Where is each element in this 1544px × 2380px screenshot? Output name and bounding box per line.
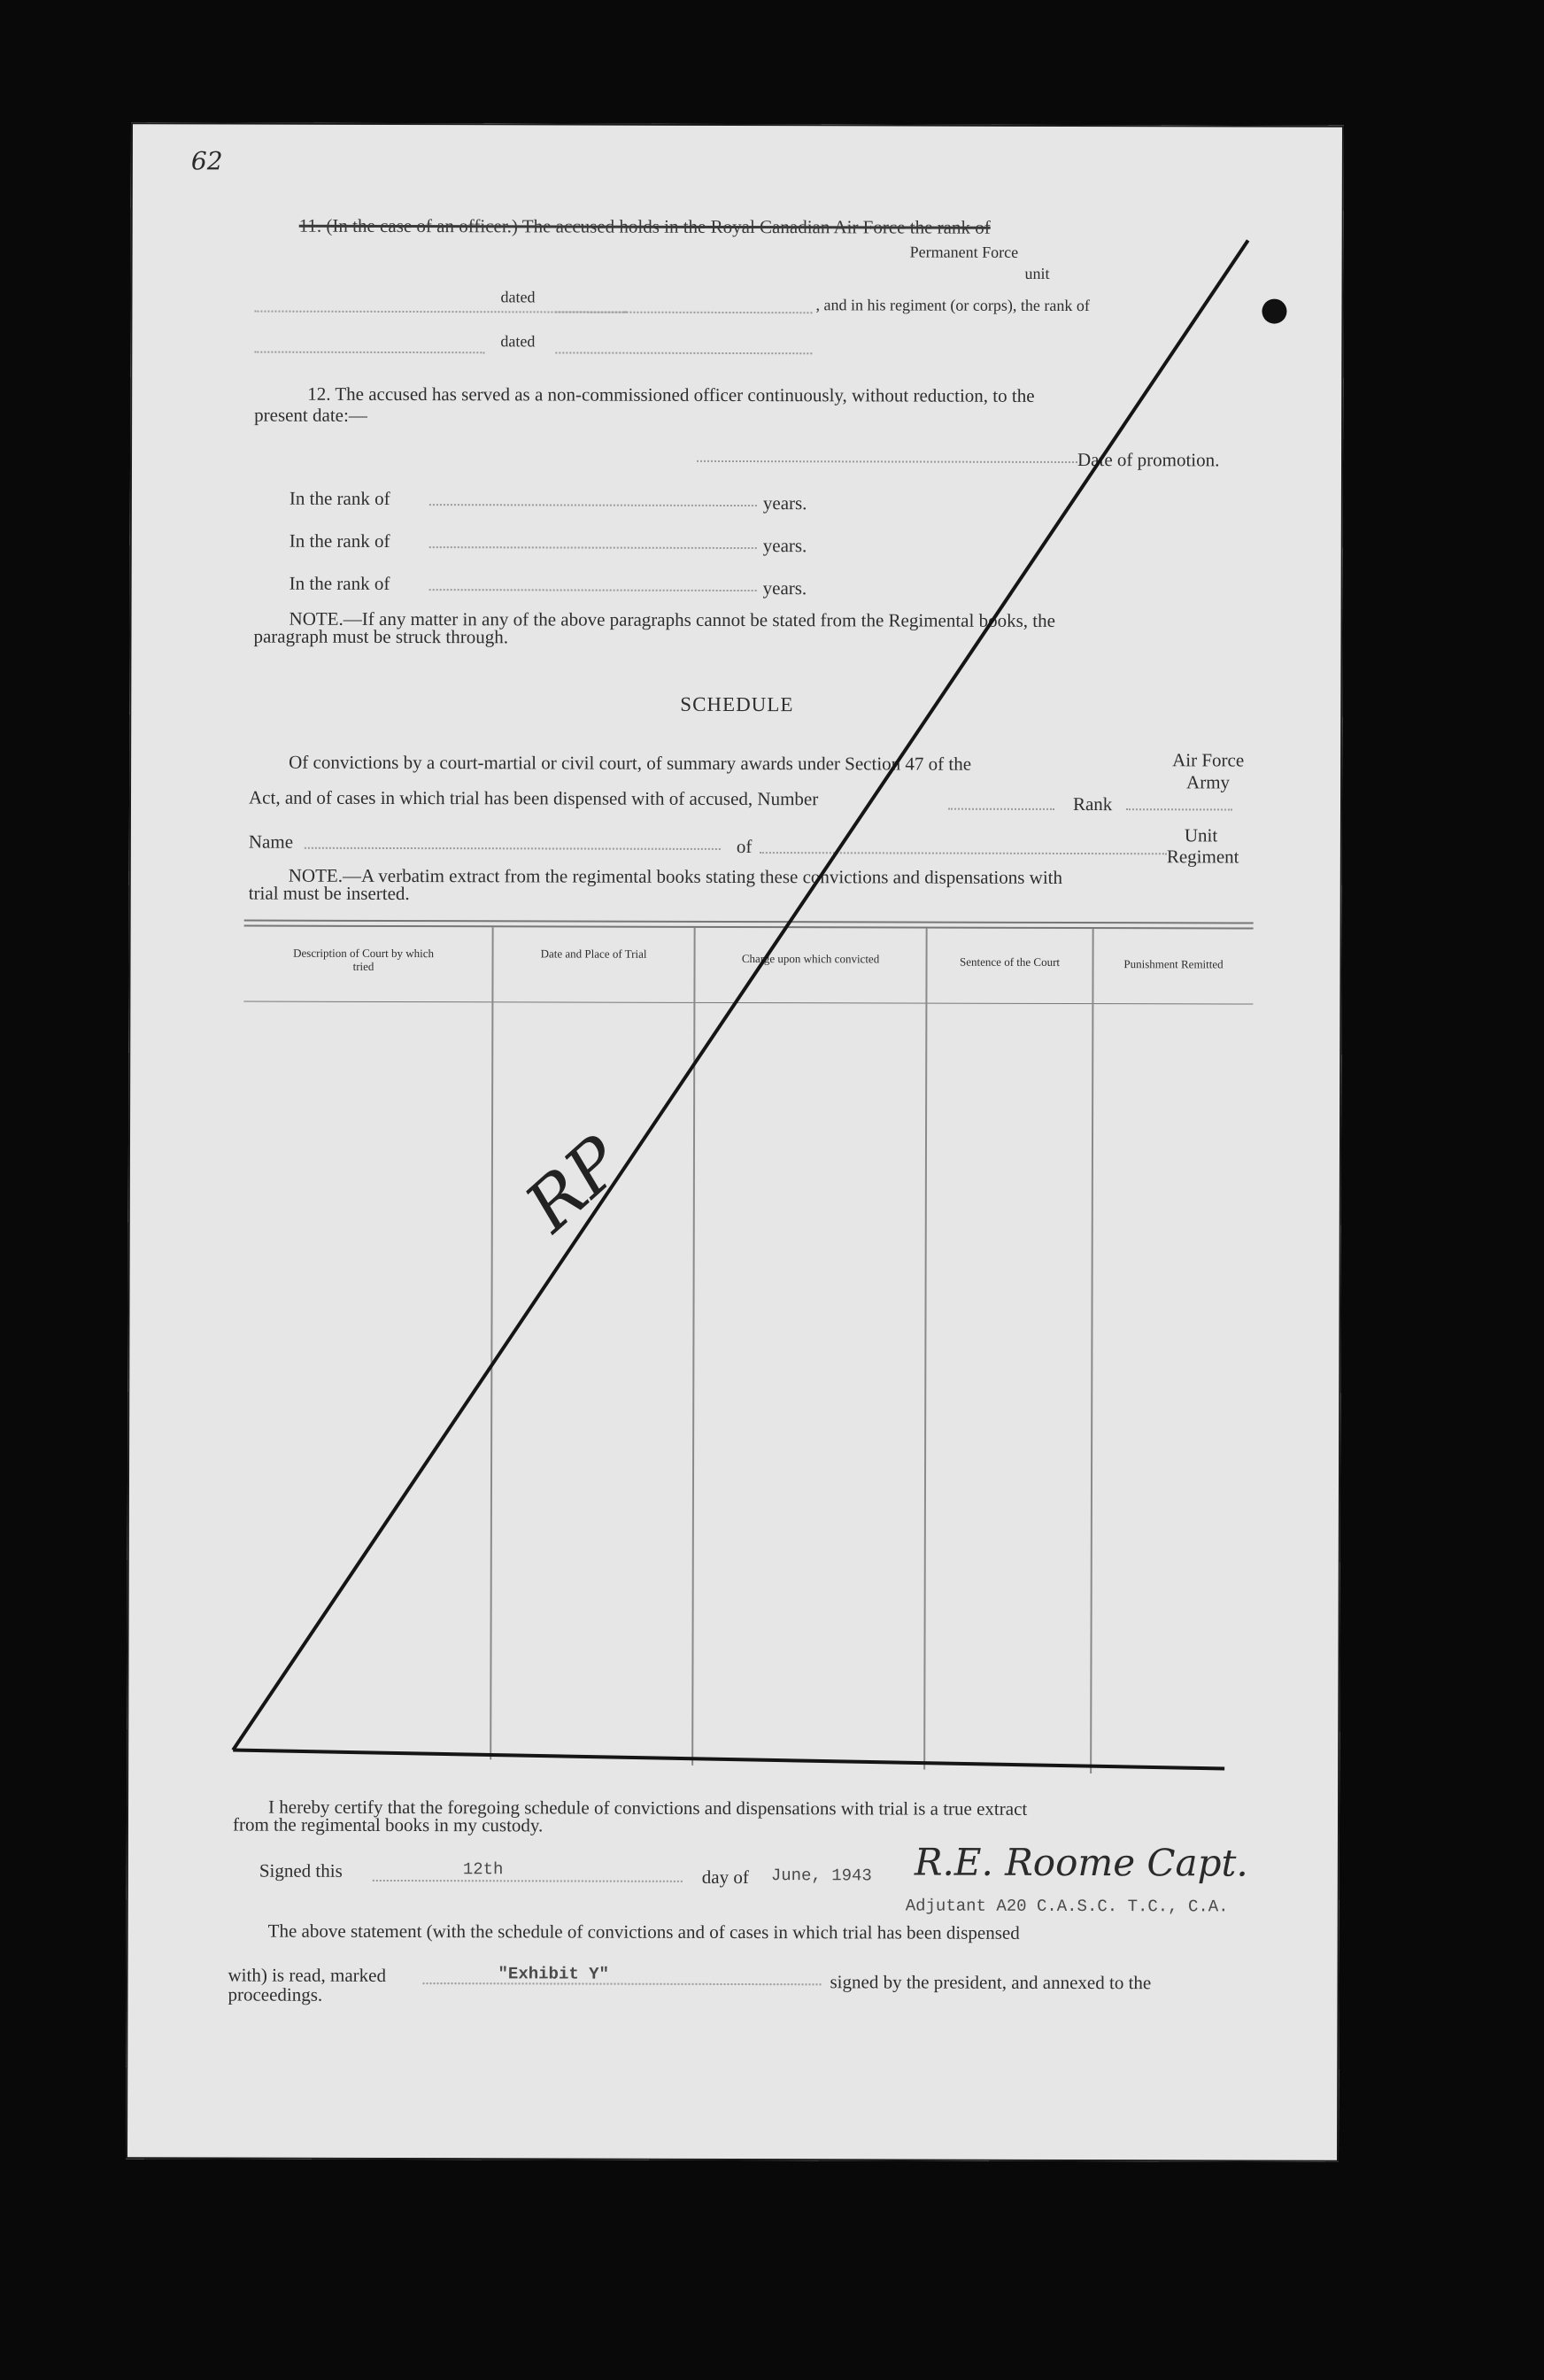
rank-row-2-label: In the rank of — [289, 529, 390, 552]
schedule-air-force: Air Force — [1172, 749, 1245, 771]
schedule-line2: Act, and of cases in which trial has been dispensed with of accused, Number — [248, 786, 819, 810]
diagonal-cancel-line — [233, 238, 1247, 1753]
schedule-army: Army — [1186, 771, 1231, 793]
month-value: June, 1943 — [770, 1866, 872, 1886]
statement-with: with) is read, marked — [228, 1964, 387, 1986]
schedule-note-line1: NOTE.—A verbatim extract from the regimental books stating these convictions and dispensations with — [288, 864, 1063, 888]
table-header-sentence: Sentence of the Court — [960, 954, 1061, 969]
schedule-note-line2: trial must be inserted. — [248, 882, 410, 905]
table-header-charge: Charge upon which convicted — [741, 952, 880, 966]
signer-title: Adjutant A20 C.A.S.C. T.C., C.A. — [905, 1896, 1229, 1917]
day-of-label: day of — [701, 1866, 749, 1889]
schedule-of-label: of — [736, 836, 753, 858]
ink-blot — [1262, 299, 1286, 324]
rank-row-3-unit: years. — [762, 577, 807, 599]
schedule-title: SCHEDULE — [680, 692, 794, 716]
day-value: 12th — [462, 1859, 504, 1880]
signature: R.E. Roome Capt. — [914, 1840, 1248, 1885]
para11-dated-1: dated — [500, 288, 536, 306]
rank-row-1-label: In the rank of — [289, 487, 390, 509]
schedule-name-label: Name — [248, 831, 294, 853]
schedule-regiment-label: Regiment — [1166, 846, 1239, 868]
bottom-cancel-line — [233, 1750, 1224, 1769]
para11-unit: unit — [1024, 264, 1050, 282]
statement-proceedings: proceedings. — [228, 1983, 323, 2005]
exhibit-value: "Exhibit Y" — [498, 1964, 609, 1984]
table-header-date-place: Date and Place of Trial — [540, 947, 647, 961]
page-number: 62 — [190, 146, 223, 176]
table-header-court: Description of Court by which tried — [293, 946, 435, 973]
date-of-promotion-label: Date of promotion. — [1077, 449, 1220, 471]
signed-this-label: Signed this — [259, 1859, 343, 1882]
rank-row-2-unit: years. — [762, 535, 807, 557]
para11-permanent-force: Permanent Force — [909, 243, 1019, 261]
cert-line1: I hereby certify that the foregoing schedule of convictions and dispensations with trial is a true extract — [268, 1796, 1028, 1820]
rank-row-3-label: In the rank of — [289, 572, 390, 594]
note1-line1: NOTE.—If any matter in any of the above paragraphs cannot be stated from the Regimental books, the — [289, 607, 1055, 631]
handwritten-initials: RP — [511, 1122, 638, 1248]
para12-line1: 12. The accused has served as a non-commissioned officer continuously, without reduction, to the — [307, 382, 1035, 406]
para11-dated-2: dated — [500, 332, 536, 351]
schedule-line1: Of convictions by a court-martial or civil court, of summary awards under Section 47 of the — [289, 751, 972, 775]
statement-signed-by: signed by the president, and annexed to the — [830, 1971, 1152, 1994]
note1-line2: paragraph must be struck through. — [253, 625, 509, 648]
statement-line1: The above statement (with the schedule of convictions and of cases in which trial has been dispensed — [267, 1920, 1020, 1943]
schedule-unit-label: Unit — [1184, 824, 1218, 846]
form-page — [126, 122, 1344, 2162]
para12-line2: present date:— — [254, 404, 367, 426]
cert-line2: from the regimental books in my custody. — [232, 1813, 544, 1836]
rank-row-1-unit: years. — [762, 492, 807, 514]
table-header-punishment: Punishment Remitted — [1123, 957, 1224, 971]
para11-mid: , and in his regiment (or corps), the rank of — [815, 296, 1090, 315]
schedule-rank-label: Rank — [1072, 792, 1113, 815]
para11-text: 11. (In the case of an officer.) The accused holds in the Royal Canadian Air Force the rank of — [298, 214, 991, 238]
